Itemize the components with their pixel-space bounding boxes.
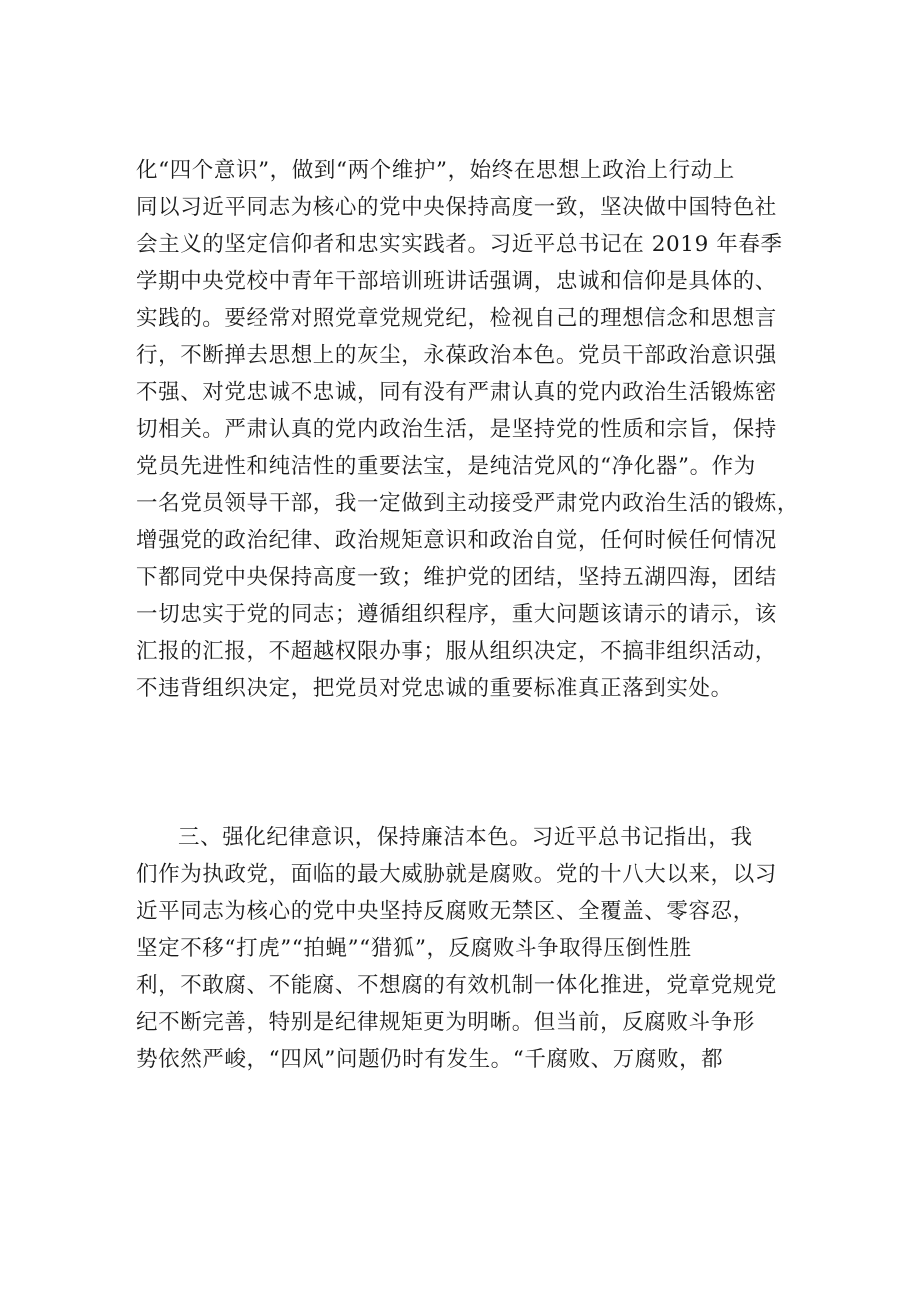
- text-line: 不违背组织决定，把党员对党忠诚的重要标准真正落到实处。: [136, 676, 733, 701]
- text-line: 增强党的政治纪律、政治规矩意识和政治自觉，任何时候任何情况: [136, 528, 777, 553]
- text-line: 近平同志为核心的党中央坚持反腐败无禁区、全覆盖、零容忍，: [136, 899, 755, 924]
- text-line: 会主义的坚定信仰者和忠实实践者。习近平总书记在 2019 年春季: [136, 232, 783, 257]
- text-line: 行，不断掸去思想上的灰尘，永葆政治本色。党员干部政治意识强: [136, 343, 777, 368]
- text-line: 党员先进性和纯洁性的重要法宝，是纯洁党风的“净化器”。作为: [136, 454, 756, 479]
- text-line: 汇报的汇报，不超越权限办事；服从组织决定，不搞非组织活动，: [136, 639, 777, 664]
- text-line: 同以习近平同志为核心的党中央保持高度一致，坚决做中国特色社: [136, 195, 777, 220]
- text-line: 纪不断完善，特别是纪律规矩更为明晰。但当前，反腐败斗争形: [136, 1010, 755, 1035]
- text-line: 一名党员领导干部，我一定做到主动接受严肃党内政治生活的锻炼，: [136, 491, 800, 516]
- text-line: 三、强化纪律意识，保持廉洁本色。习近平总书记指出，我: [178, 825, 753, 850]
- text-line: 们作为执政党，面临的最大威胁就是腐败。党的十八大以来，以习: [136, 862, 777, 887]
- text-line: 切相关。严肃认真的党内政治生活，是坚持党的性质和宗旨，保持: [136, 417, 777, 442]
- text-line: 利，不敢腐、不能腐、不想腐的有效机制一体化推进，党章党规党: [136, 973, 777, 998]
- text-line: 一切忠实于党的同志；遵循组织程序，重大问题该请示的请示，该: [136, 602, 777, 627]
- text-line: 学期中央党校中青年干部培训班讲话强调，忠诚和信仰是具体的、: [136, 269, 777, 294]
- paragraph-loyalty: [136, 152, 800, 707]
- text-line: 势依然严峻，“四风”问题仍时有发生。“千腐败、万腐败，都: [136, 1047, 724, 1072]
- text-line: 不强、对党忠诚不忠诚，同有没有严肃认真的党内政治生活锻炼密: [136, 380, 777, 405]
- text-line: 实践的。要经常对照党章党规党纪，检视自己的理想信念和思想言: [136, 306, 777, 331]
- text-line: 坚定不移“打虎”“拍蝇”“猎狐”，反腐败斗争取得压倒性胜: [136, 936, 692, 961]
- paragraph-discipline: [136, 819, 796, 1078]
- text-line: 化“四个意识”，做到“两个维护”，始终在思想上政治上行动上: [136, 158, 735, 183]
- text-line: 下都同党中央保持高度一致；维护党的团结，坚持五湖四海，团结: [136, 565, 777, 590]
